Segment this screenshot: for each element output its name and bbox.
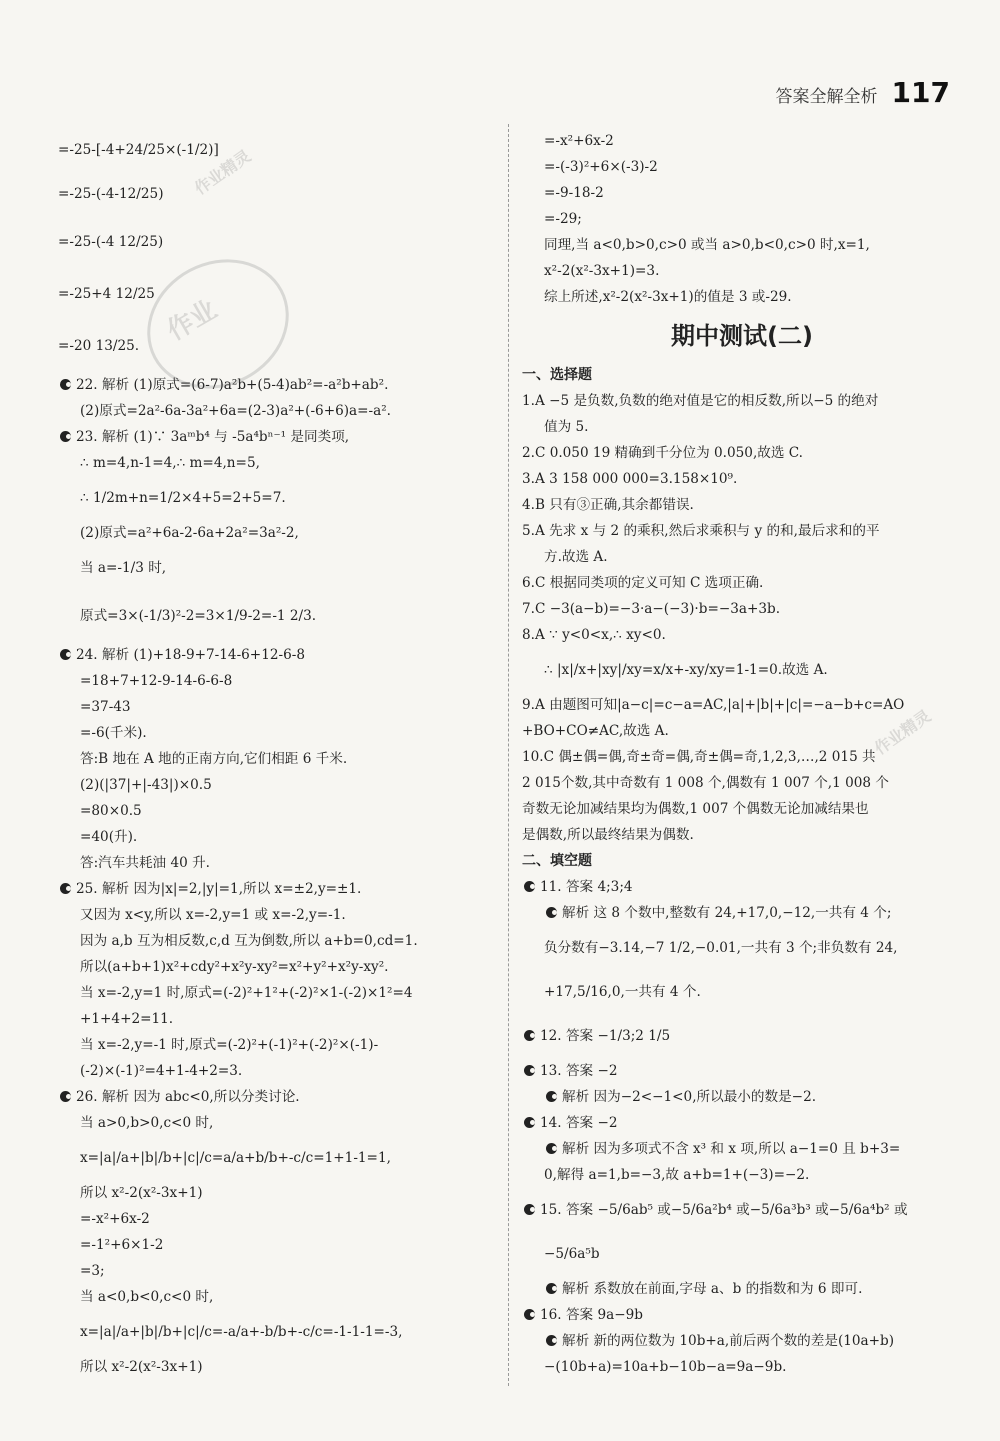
answer-badge-icon — [524, 1309, 535, 1320]
answer-text: 25. 解析 因为|x|=2,|y|=1,所以 x=±2,y=±1. — [76, 881, 362, 897]
text-line: 当 a=-1/3 时, — [80, 560, 167, 576]
answer-badge-icon — [60, 1091, 71, 1102]
answer-14 — [522, 1110, 962, 1136]
text-line: 1.A −5 是负数,负数的绝对值是它的相反数,所以−5 的绝对 — [522, 393, 879, 409]
text-line: 3.A 3 158 000 000=3.158×10⁹. — [522, 471, 738, 487]
analysis-text: 解析 新的两位数为 10b+a,前后两个数的差是(10a+b) — [562, 1333, 895, 1349]
answer-badge-icon — [60, 649, 71, 660]
text-line: (2)原式=a²+6a-2-6a+2a²=3a²-2, — [80, 525, 299, 541]
text-line: =18+7+12-9-14-6-6-8 — [80, 673, 233, 689]
analysis-text: 解析 因为−2<−1<0,所以最小的数是−2. — [562, 1089, 817, 1105]
text-line: =37-43 — [80, 699, 131, 715]
text-line: 因为 a,b 互为相反数,c,d 互为倒数,所以 a+b=0,cd=1. — [80, 933, 418, 949]
text-line: 所以(a+b+1)x²+cdy²+x²y-xy²=x²+y²+x²y-xy². — [80, 959, 389, 975]
answer-text: 23. 解析 (1)∵ 3aᵐb⁴ 与 -5a⁴bⁿ⁻¹ 是同类项, — [76, 429, 350, 445]
text-line: 所以 x²-2(x²-3x+1) — [80, 1185, 203, 1201]
text-line: =80×0.5 — [80, 803, 142, 819]
section-heading: 一、选择题 — [522, 367, 592, 383]
answer-badge-icon — [60, 379, 71, 390]
answer-badge-icon — [524, 881, 535, 892]
text-line: =-29; — [544, 211, 582, 227]
answer-badge-icon — [524, 1030, 535, 1041]
answer-11 — [522, 874, 962, 900]
answer-badge-icon — [60, 431, 71, 442]
text-line: 答:汽车共耗油 40 升. — [80, 855, 210, 871]
text-line: 所以 x²-2(x²-3x+1) — [80, 1359, 203, 1375]
answer-13 — [522, 1058, 962, 1084]
test-title: 期中测试(二) — [671, 322, 813, 350]
text-line: 是偶数,所以最终结果为偶数. — [522, 827, 694, 843]
text-line: =-25-(-4-12/25) — [58, 186, 164, 202]
text-line: +1+4+2=11. — [80, 1011, 174, 1027]
text-line: =-6(千米). — [80, 725, 147, 741]
page-number: 117 — [891, 76, 950, 109]
text-line: =40(升). — [80, 829, 138, 845]
text-line: 原式=3×(-1/3)²-2=3×1/9-2=-1 2/3. — [80, 608, 317, 624]
analysis-badge-icon — [546, 1091, 557, 1102]
text-line: 当 x=-2,y=1 时,原式=(-2)²+1²+(-2)²×1-(-2)×1²=4 — [80, 985, 413, 1001]
text-line: (-2)×(-1)²=4+1-4+2=3. — [80, 1063, 243, 1079]
text-line: =-25+4 12/25 — [58, 286, 155, 302]
text-line: +BO+CO≠AC,故选 A. — [522, 723, 669, 739]
text-line: 综上所述,x²-2(x²-3x+1)的值是 3 或-29. — [544, 289, 792, 305]
answer-badge-icon — [524, 1204, 535, 1215]
text-line: 又因为 x<y,所以 x=-2,y=1 或 x=-2,y=-1. — [80, 907, 346, 923]
text-line: 9.A 由题图可知|a−c|=c−a=AC,|a|+|b|+|c|=−a−b+c=AO — [522, 697, 905, 713]
analysis-text: 解析 这 8 个数中,整数有 24,+17,0,−12,一共有 4 个; — [562, 905, 892, 921]
text-line: =-25-[-4+24/25×(-1/2)] — [58, 142, 219, 158]
text-line: 值为 5. — [544, 419, 589, 435]
answer-badge-icon — [524, 1117, 535, 1128]
text-line: ∴ m=4,n-1=4,∴ m=4,n=5, — [80, 455, 260, 471]
analysis-badge-icon — [546, 1335, 557, 1346]
text-line: 同理,当 a<0,b>0,c>0 或当 a>0,b<0,c>0 时,x=1, — [544, 237, 870, 253]
text-line — [522, 1136, 962, 1162]
text-line: ∴ |x|/x+|xy|/xy=x/x+-xy/xy=1-1=0.故选 A. — [544, 662, 828, 678]
answer-text: 16. 答案 9a−9b — [540, 1307, 643, 1323]
text-line: 当 a>0,b>0,c<0 时, — [80, 1115, 214, 1131]
answer-text: 12. 答案 −1/3;2 1/5 — [540, 1028, 671, 1044]
text-line: =3; — [80, 1263, 105, 1279]
answer-text: 15. 答案 −5/6ab⁵ 或−5/6a²b⁴ 或−5/6a³b³ 或−5/6a⁴b² 或 — [540, 1202, 908, 1218]
text-line: =-1²+6×1-2 — [80, 1237, 164, 1253]
answer-25 — [58, 876, 498, 902]
analysis-badge-icon — [546, 1143, 557, 1154]
text-line: 当 x=-2,y=-1 时,原式=(-2)²+(-1)²+(-2)²×(-1)- — [80, 1037, 379, 1053]
analysis-text: 解析 系数放在前面,字母 a、b 的指数和为 6 即可. — [562, 1281, 863, 1297]
section-title: 答案全解全析 — [775, 87, 878, 107]
text-line: x=|a|/a+|b|/b+|c|/c=a/a+b/b+-c/c=1+1-1=1, — [80, 1150, 391, 1166]
text-line — [522, 1276, 962, 1302]
text-line: 8.A ∵ y<0<x,∴ xy<0. — [522, 627, 666, 643]
analysis-text: 解析 因为多项式不含 x³ 和 x 项,所以 a−1=0 且 b+3= — [562, 1141, 901, 1157]
column-divider — [508, 124, 509, 1386]
text-line: =-9-18-2 — [544, 185, 604, 201]
text-line: 10.C 偶±偶=偶,奇±奇=偶,奇±偶=奇,1,2,3,…,2 015 共 — [522, 749, 876, 765]
answer-text: 22. 解析 (1)原式=(6-7)a²b+(5-4)ab²=-a²b+ab². — [76, 377, 389, 393]
watermark: 作业精灵 — [190, 146, 255, 199]
text-line: 当 a<0,b<0,c<0 时, — [80, 1289, 214, 1305]
text-line: (2)(|37|+|-43|)×0.5 — [80, 777, 212, 793]
text-line: 答:B 地在 A 地的正南方向,它们相距 6 千米. — [80, 751, 348, 767]
answer-15 — [522, 1188, 962, 1232]
answer-text: 14. 答案 −2 — [540, 1115, 618, 1131]
text-line: 4.B 只有③正确,其余都错误. — [522, 497, 694, 513]
text-line: 奇数无论加减结果均为偶数,1 007 个偶数无论加减结果也 — [522, 801, 869, 817]
text-line: =-x²+6x-2 — [80, 1211, 150, 1227]
watermark: 作业 — [162, 294, 223, 347]
answer-text: 11. 答案 4;3;4 — [540, 879, 633, 895]
text-line: +17,5/16,0,一共有 4 个. — [544, 984, 701, 1000]
text-line: =-x²+6x-2 — [544, 133, 614, 149]
answer-26 — [58, 1084, 498, 1110]
text-line: x=|a|/a+|b|/b+|c|/c=-a/a+-b/b+-c/c=-1-1-1=-3, — [80, 1324, 403, 1340]
text-line: =-20 13/25. — [58, 338, 140, 354]
text-line: =-25-(-4 12/25) — [58, 234, 164, 250]
analysis-badge-icon — [546, 1283, 557, 1294]
answer-text: 13. 答案 −2 — [540, 1063, 618, 1079]
answer-24 — [58, 642, 498, 668]
text-line — [522, 1328, 962, 1354]
answer-22 — [58, 372, 498, 398]
section-heading: 二、填空题 — [522, 853, 592, 869]
text-line: −5/6a⁵b — [544, 1246, 600, 1262]
answer-text: 24. 解析 (1)+18-9+7-14-6+12-6-8 — [76, 647, 305, 663]
text-line: (2)原式=2a²-6a-3a²+6a=(2-3)a²+(-6+6)a=-a². — [80, 403, 392, 419]
analysis-badge-icon — [546, 907, 557, 918]
text-line — [522, 900, 962, 926]
answer-text: 26. 解析 因为 abc<0,所以分类讨论. — [76, 1089, 300, 1105]
text-line: 2.C 0.050 19 精确到千分位为 0.050,故选 C. — [522, 445, 804, 461]
text-line: 负分数有−3.14,−7 1/2,−0.01,一共有 3 个;非负数有 24, — [544, 940, 898, 956]
watermark: 作业精灵 — [870, 706, 935, 759]
text-line: =-(-3)²+6×(-3)-2 — [544, 159, 658, 175]
text-line: 2 015个数,其中奇数有 1 008 个,偶数有 1 007 个,1 008 个 — [522, 775, 889, 791]
page-header — [776, 76, 950, 109]
text-line: 7.C −3(a−b)=−3·a−(−3)·b=−3a+3b. — [522, 601, 781, 617]
answer-16 — [522, 1302, 962, 1328]
text-line — [522, 1084, 962, 1110]
text-line: 0,解得 a=1,b=−3,故 a+b=1+(−3)=−2. — [544, 1167, 810, 1183]
answer-badge-icon — [524, 1065, 535, 1076]
answer-23 — [58, 424, 498, 450]
answer-badge-icon — [60, 883, 71, 894]
text-line: x²-2(x²-3x+1)=3. — [544, 263, 660, 279]
answer-12 — [522, 1014, 962, 1058]
text-line: ∴ 1/2m+n=1/2×4+5=2+5=7. — [80, 490, 286, 506]
text-line: 6.C 根据同类项的定义可知 C 选项正确. — [522, 575, 764, 591]
text-line: 方.故选 A. — [544, 549, 608, 565]
text-line: −(10b+a)=10a+b−10b−a=9a−9b. — [544, 1359, 787, 1375]
right-column — [522, 128, 962, 1380]
text-line: 5.A 先求 x 与 2 的乘积,然后求乘积与 y 的和,最后求和的平 — [522, 523, 880, 539]
